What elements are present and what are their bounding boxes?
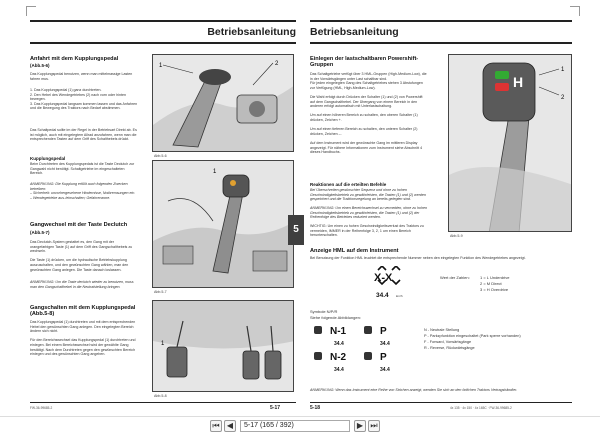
neutral-symbol: N-2 [330,352,347,363]
note: ANMERKUNG: Wenn das Instrument eine Reihe von Strichen anzeigt, wenden Sie sich an den örtlichen Traktors Vertragshändler. [310,388,518,392]
viewer-toolbar [0,416,600,436]
svg-text:H: H [513,74,524,90]
note: ANMERKUNG: Um die Taste declutch wieder zu benutzen, muss man den Gangschalthebel in die Neutralstellung bringen. [30,280,134,289]
symbol-speed: 34.4 [334,341,344,347]
section-ref: (Abb.5-6) [30,63,50,68]
figure-declutch-lever [152,160,294,288]
last-page-button[interactable]: ⏭ [368,420,380,432]
section-title: Anzeige HML auf dem Instrument [310,248,399,254]
footer-rule [310,402,572,403]
warning: WICHTIG: Um einen zu hohen Geschwindigkeitsverlust des Traktors zu vermeiden, IMMER in der Reihenfolge 3, 2, 1 um einen Bereich herunterschalten. [310,224,424,238]
symbol-legend-row: N - Neutrale Stellung [424,328,460,332]
first-page-button[interactable]: ⏮ [210,420,222,432]
paragraph: Das Kupplungspedal benutzen, wenn man mittelmassige Lasten fahren mus. [30,72,133,81]
note: ANMERKUNG: Die Kupplung erfüllt auch folgenden Zwecken betreiben: – Sicherheit: unvorhergesehene Hindernisse, Notbremsungen etc. – Wendegetriebe aus-/einschalten; Gefahrenzone. [30,182,136,200]
figure-powershift-lever [448,54,572,232]
svg-text:1: 1 [159,63,163,69]
section-title: Gangschalten mit dem Kupplungspedal (Abb.5-8) [30,305,136,318]
right-page [304,10,572,410]
svg-text:1: 1 [161,341,165,347]
symbol-legend-row: F - Forward, Vorwärtsgänge [424,340,472,344]
paragraph: Bei Überschreiten gewünschter Sequenz und ohne zu hohen Geschwindigkeitsbetrieb zu gewährleisten, die Tasten (1) und (2) werden gespeichert und die Traktionsregelung an bereits gelegten sind. [310,188,426,202]
page-header: Betriebsanleitung [30,20,296,44]
hml-display-value: X-X [374,272,393,284]
chapter-tab: 5 [288,215,304,245]
legend-row: 1 = L Underdrive [480,275,510,280]
paragraph: Bei Benutzung der Funktion HML leuchtet die entsprechende Nummer neben den eingelegten Funktion des Wendegetriebes angezeigt. [310,256,526,260]
steps-list: 1. Das Kupplungspedal (1) ganz durchtreten. 2. Den Hebel des Wendegetriebes (2) nach vorn oder hinten bewegen. 3. Das Kupplungspedal langsam kommen lassen und das Anfahren und die Bewegung des Traktors nach Bedarf abstimmen. [30,88,138,111]
symbol-speed: 34.4 [380,367,390,373]
tractor-icon [314,326,322,334]
previous-page-button[interactable]: ◀ [224,420,236,432]
subsection-title: Kupplungspedal [30,156,66,161]
figure-pedals [152,300,294,392]
paragraph: Das Declutch-System gestattet es, den Gang mit der orangefarbigen Taste (1) auf dem Griff des Gangschalthebels zu wechseln. Die Taste (1) drücken, um die hydraulische Betriebskupplung auszuschalten, und den gewünschten Gang wählen, man den gewünschten Gang anlegen. Die Taste danach loslassen. [30,240,133,272]
left-page [30,10,294,410]
page-number: 5-17 [270,405,281,411]
paragraph: Das Kupplungspedal (1) durchtreten und mit dem entsprechenden Hebel den gewünschten Gang anlegen. Den eingelegten Bereich ändern sich nicht. Für den Bereichswechsel das Kupplungspedal (1) durchtreten und einlegen. Bei einem Bereichswechsel wird der gewählte Gang bestätigt. Nach dem Durchtreten gegen den gewünschten Bereich einlegen und des gewünschten Gang angeben. [30,320,136,357]
symbol-speed: 34.4 [380,341,390,347]
page-number: 5-18 [310,405,321,411]
crop-mark [570,6,580,16]
crop-mark [26,6,36,16]
section-title: Anfahrt mit dem Kupplungspedal [30,56,119,62]
legend-row: 3 = H Overdrive [480,287,509,292]
neutral-symbol: N-1 [330,326,347,337]
symbol-legend-row: P - Parkzpfunktion eingeschaltet (Park sperre vorhanden) [424,334,521,338]
next-page-button[interactable]: ▶ [354,420,366,432]
figure-caption: Abb.5-6 [154,154,167,158]
tractor-icon [364,352,372,360]
legend-row: 2 = M Direct [480,281,502,286]
subsection-title: Reaktionen auf die erteilten Befehle [310,182,387,187]
park-symbol: P [380,326,387,337]
symbols-title: Symbole N/P/R [310,309,338,314]
section-title: Gangwechsel mit der Taste Declutch [30,222,128,228]
document-id: FW-36-99685-2 [30,406,53,410]
legend-intro: Wert der Zahlen: [440,275,470,280]
symbol-legend-row: R - Reverse, Rückwärtsgänge [424,346,475,350]
svg-text:2: 2 [275,61,279,67]
svg-text:2: 2 [561,95,565,101]
figure-clutch-pedal [152,54,294,152]
svg-text:1: 1 [561,67,565,73]
tractor-icon [314,352,322,360]
section-title: Einlegen der lastschaltbaren Powershift-Gruppen [310,56,419,69]
park-symbol: P [380,352,387,363]
symbol-speed: 34.4 [334,367,344,373]
footer-rule [30,402,296,403]
paragraph: Beim Durchtreten des Kupplungspedals ist die Taste Declutch zur Gangwahl nicht benötigt. Schaltgetriebe im eingeschalteten Bereich. [30,162,135,176]
paragraph: Das Schaltgetriebe verfügt über 3 HML-Gruppen (High-Medium-Low), die in der Vorwärtsgängen unter Last schaltbar sind. Für jeden eingelegten Gang des Schaltgetriebes stehen 3 Abstufungen zur Verfügung (HML, High-Medium-Low). Die Wahl erfolgt durch Drücken der Schalter (1) und (2) von Powershift auf dem Gangschalthebel. Der Übergang von einem Bereich in den anderen erfolgt automatisch mit Unterlastschaltung. Um auf einen höheren Bereich zu schalten, den oberen Schalter (1) drücken, Zeichen +. Um auf einen tieferen Bereich zu schalten, den unteren Schalter (2) drücken, Zeichen –. Auf dem Instrument wird der gewünschte Gang im mittleren Display angezeigt. Für nähere Informationen zum Instrument siehe Abschnitt 4 dieses Handbuchs. [310,72,427,155]
figure-caption: Abb.5-7 [154,290,167,294]
document-id: 4x 135 · 4x 150 · 4x 165C · FW-36-99685-2 [450,406,512,410]
page-header: Betriebsanleitung [310,20,572,44]
note: ANMERKUNG: Um einen Bereichswechsel zu vermeiden, ohne zu hohen Geschwindigkeitsbetrieb zu gewährleisten, die Tasten (1) und (2) der Reihenfolge des Betriebes reduziert werden. [310,206,428,220]
section-ref: (Abb.5-7) [30,230,50,235]
hml-display-speed: 34.4 [376,292,389,299]
symbols-subtitle: Siehe folgende Abbildungen: [310,315,361,320]
page-number-field[interactable]: 5-17 (165 / 392) [240,420,350,432]
paragraph: Das Schaltpedal sollte im der Regel in der Betriebsart Direkt ab. Es ist möglich, auch mit eingelegtem Allrad anzufahren, wenn man die entsprechenden Tasten auf dem Griff des Schalthebels drückt. [30,128,137,142]
speed-unit: km/h [396,294,403,298]
figure-caption: Abb.5-8 [154,394,167,398]
svg-text:1: 1 [213,169,217,175]
figure-caption: Abb.5-9 [450,234,463,238]
tractor-icon [364,326,372,334]
